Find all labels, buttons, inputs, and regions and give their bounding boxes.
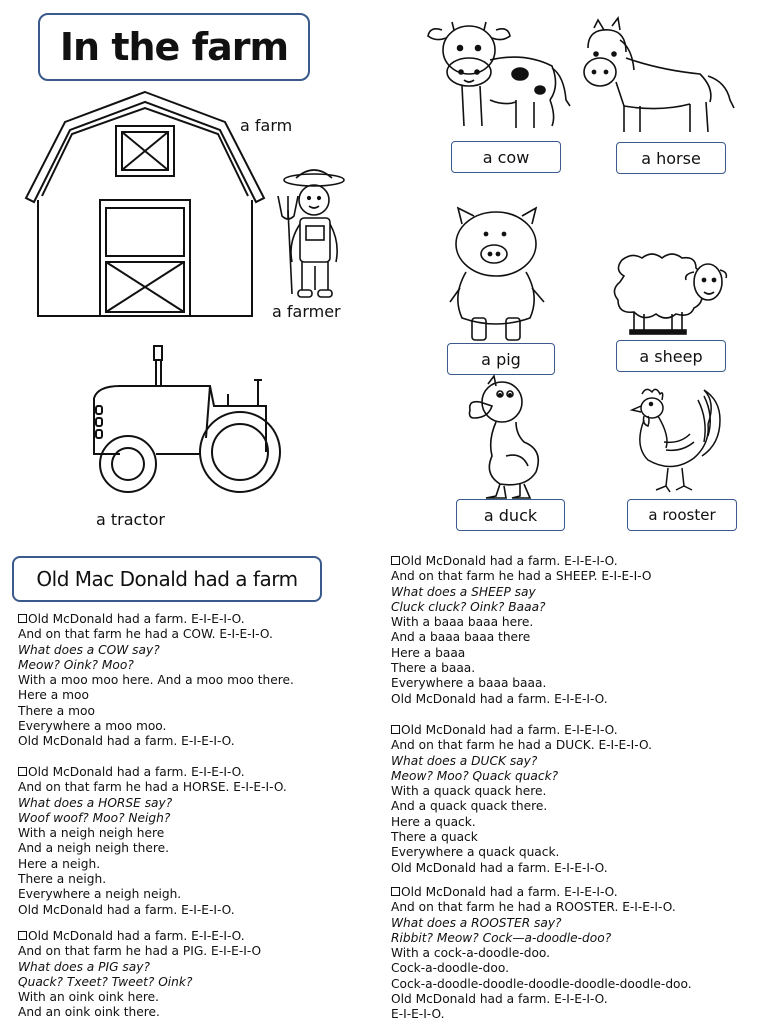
verse-options: Meow? Moo? Quack quack?	[391, 768, 559, 783]
label-box-rooster	[627, 499, 737, 531]
verse-line: E-I-E-I-O.	[391, 1007, 445, 1022]
label-box-duck	[456, 499, 565, 531]
verse-line: And on that farm he had a SHEEP. E-I-E-I-O	[391, 569, 652, 584]
verse-question: What does a COW say?	[18, 642, 160, 657]
verse-line: And on that farm he had a PIG. E-I-E-I-O	[18, 944, 262, 959]
verse-line: Here a quack.	[391, 814, 476, 829]
verse-line: And an oink oink there.	[18, 1005, 160, 1020]
checkbox-icon	[391, 887, 400, 896]
verse-line: Everywhere a baaa baaa.	[391, 676, 547, 691]
verse-duck	[391, 723, 652, 876]
verse-line: Cock-a-doodle-doo.	[391, 961, 509, 976]
verse-options: Quack? Txeet? Tweet? Oink?	[18, 974, 193, 989]
verse-line: Here a moo	[18, 688, 89, 703]
song-title: Old Mac Donald had a farm	[36, 567, 298, 591]
verse-line: With a cock-a-doodle-doo.	[391, 946, 551, 961]
verse-pig	[18, 929, 261, 1021]
verse-line: And on that farm he had a COW. E-I-E-I-O.	[18, 627, 273, 642]
verse-line: And on that farm he had a HORSE. E-I-E-I-O.	[18, 780, 287, 795]
verse-line: There a quack	[391, 830, 478, 845]
rooster-illustration	[624, 386, 724, 496]
label-farmer: a farmer	[272, 302, 341, 321]
verse-line: Old McDonald had a farm. E-I-E-I-O.	[18, 612, 294, 627]
verse-line: Old McDonald had a farm. E-I-E-I-O.	[391, 691, 608, 706]
verse-sheep	[391, 554, 652, 707]
label-duck: a duck	[483, 505, 538, 525]
worksheet-title: In the farm	[59, 25, 289, 69]
checkbox-icon	[18, 614, 27, 623]
label-rooster: a rooster	[648, 506, 716, 524]
verse-options: Cluck cluck? Oink? Baaa?	[391, 599, 546, 614]
verse-line: Old McDonald had a farm. E-I-E-I-O.	[18, 902, 235, 917]
checkbox-icon	[391, 725, 400, 734]
verse-options: Meow? Oink? Moo?	[18, 657, 134, 672]
verse-options: Woof woof? Moo? Neigh?	[18, 810, 171, 825]
verse-question: What does a DUCK say?	[391, 753, 538, 768]
verse-line: Everywhere a quack quack.	[391, 845, 560, 860]
verse-line: There a baaa.	[391, 661, 476, 676]
cow-illustration	[424, 16, 574, 136]
verse-horse	[18, 765, 287, 918]
verse-question: What does a SHEEP say	[391, 584, 536, 599]
farmer-illustration	[262, 166, 352, 302]
label-box-horse	[616, 142, 726, 174]
duck-illustration	[466, 376, 546, 502]
tractor-illustration	[90, 342, 290, 502]
song-title-box	[12, 556, 322, 602]
verse-options: Ribbit? Meow? Cock—a-doodle-doo?	[391, 930, 612, 945]
verse-line: With an oink oink here.	[18, 990, 159, 1005]
verse-line: And a baaa baaa there	[391, 630, 531, 645]
label-horse: a horse	[641, 148, 701, 168]
verse-line: With a quack quack here.	[391, 784, 547, 799]
verse-line: Old McDonald had a farm. E-I-E-I-O.	[18, 734, 235, 749]
verse-line: Old McDonald had a farm. E-I-E-I-O.	[391, 723, 652, 738]
verse-line: Everywhere a neigh neigh.	[18, 887, 182, 902]
verse-line: There a neigh.	[18, 872, 107, 887]
verse-line: Everywhere a moo moo.	[18, 719, 167, 734]
checkbox-icon	[18, 767, 27, 776]
verse-line: Old McDonald had a farm. E-I-E-I-O.	[391, 885, 692, 900]
verse-line: Old McDonald had a farm. E-I-E-I-O.	[391, 992, 608, 1007]
verse-cow	[18, 612, 294, 750]
horse-illustration	[580, 18, 740, 140]
verse-line: With a baaa baaa here.	[391, 615, 534, 630]
verse-line: Old McDonald had a farm. E-I-E-I-O.	[391, 860, 608, 875]
verse-line: And a quack quack there.	[391, 799, 548, 814]
verse-line: Old McDonald had a farm. E-I-E-I-O.	[18, 929, 261, 944]
label-box-cow	[451, 141, 561, 173]
label-pig: a pig	[481, 349, 521, 369]
verse-line: Here a baaa	[391, 645, 466, 660]
worksheet-title-box	[38, 13, 310, 81]
sheep-illustration	[610, 252, 728, 338]
checkbox-icon	[18, 931, 27, 940]
verse-line: And a neigh neigh there.	[18, 841, 170, 856]
verse-line: Here a neigh.	[18, 856, 101, 871]
label-box-sheep	[616, 340, 726, 372]
verse-rooster	[391, 885, 692, 1023]
verse-question: What does a PIG say?	[18, 959, 150, 974]
label-sheep: a sheep	[639, 346, 703, 366]
verse-line: Cock-a-doodle-doodle-doodle-doodle-doodle-doo.	[391, 976, 692, 991]
verse-line: There a moo	[18, 703, 95, 718]
label-cow: a cow	[482, 147, 530, 167]
verse-line: With a moo moo here. And a moo moo there.	[18, 673, 294, 688]
label-box-pig	[447, 343, 555, 375]
pig-illustration	[446, 206, 550, 346]
label-tractor: a tractor	[96, 510, 165, 529]
verse-line: And on that farm he had a ROOSTER. E-I-E-I-O.	[391, 900, 676, 915]
verse-question: What does a HORSE say?	[18, 795, 173, 810]
verse-line: And on that farm he had a DUCK. E-I-E-I-O.	[391, 738, 652, 753]
label-farm: a farm	[240, 116, 293, 135]
barn-illustration	[20, 88, 270, 318]
verse-line: Old McDonald had a farm. E-I-E-I-O.	[18, 765, 287, 780]
checkbox-icon	[391, 556, 400, 565]
verse-line: Old McDonald had a farm. E-I-E-I-O.	[391, 554, 652, 569]
verse-line: With a neigh neigh here	[18, 826, 165, 841]
verse-question: What does a ROOSTER say?	[391, 915, 562, 930]
